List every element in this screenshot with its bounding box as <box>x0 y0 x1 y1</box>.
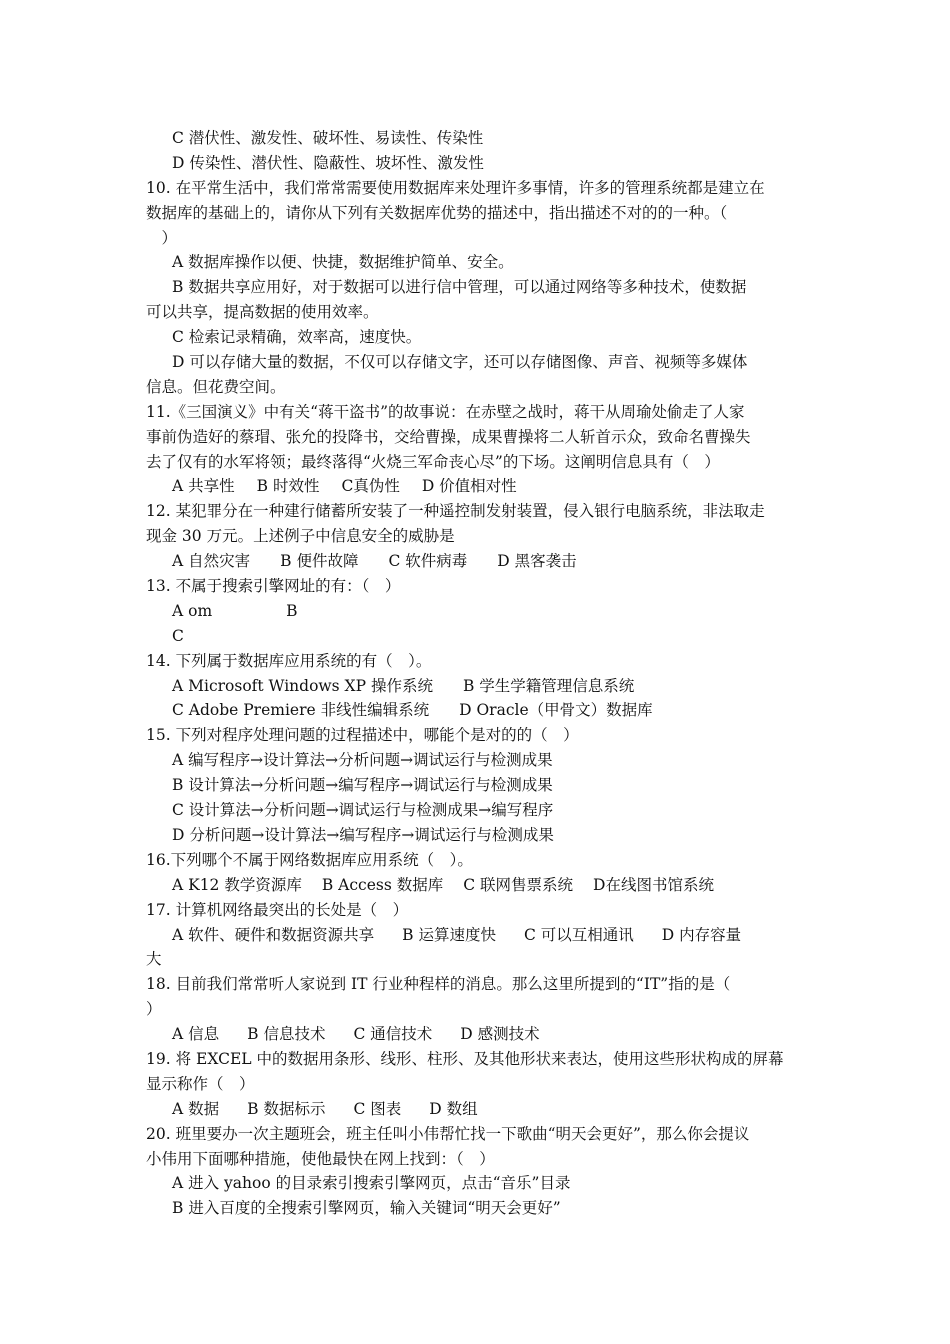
option-row <box>146 549 810 574</box>
option-line: A 编写程序→设计算法→分析问题→调试运行与检测成果 <box>172 751 553 770</box>
question-line: 16.下列哪个不属于网络数据库应用系统（ ）。 <box>146 850 473 869</box>
option-item: D 价值相对性 <box>421 477 517 496</box>
question-line: 20. 班里要办一次主题班会，班主任叫小伟帮忙找一下歌曲“明天会更好”，那么你会提议 <box>146 1124 750 1143</box>
document-page <box>146 126 810 1221</box>
option-item: C 可以互相通讯 <box>523 925 634 944</box>
option-item: C 软件病毒 <box>388 552 468 571</box>
option-item: C Adobe Premiere 非线性编辑系统 <box>172 701 430 720</box>
option-item: B 学生学籍管理信息系统 <box>462 676 635 695</box>
option-row <box>146 923 810 948</box>
option-line: C 检索记录精确，效率高，速度快。 <box>172 328 422 347</box>
option-item: B Access 数据库 <box>321 875 444 894</box>
question-line: 显示称作（ ） <box>146 1074 255 1093</box>
question-line: ） <box>146 1000 162 1019</box>
question-line: 可以共享，提高数据的使用效率。 <box>146 303 379 322</box>
question-line: 18. 目前我们常常听人家说到 IT 行业种程样的消息。那么这里所提到的“IT”指的是（ <box>146 975 731 994</box>
question-line: 大 <box>146 950 162 969</box>
question-line: 去了仅有的水军将领；最终落得“火烧三军命丧心尽”的下场。这阐明信息具有（ ） <box>146 452 720 471</box>
option-item: D 数组 <box>429 1099 478 1118</box>
question-line: 数据库的基础上的，请你从下列有关数据库优势的描述中，指出描述不对的的一种。（ <box>146 203 728 222</box>
option-row <box>146 599 810 624</box>
question-line: 13. 不属于搜索引擎网址的有：（ ） <box>146 577 401 596</box>
option-item: B 运算速度快 <box>402 925 496 944</box>
option-line: A 进入 yahoo 的目录索引搜索引擎网页，点击“音乐”目录 <box>172 1174 571 1193</box>
option-item: D 内存容量 <box>661 925 742 944</box>
question-line: 17. 计算机网络最突出的长处是（ ） <box>146 900 409 919</box>
option-line: D 分析问题→设计算法→编写程序→调试运行与检测成果 <box>172 825 554 844</box>
option-item: A Microsoft Windows XP 操作系统 <box>172 676 433 695</box>
option-item: C 联网售票系统 <box>463 875 574 894</box>
option-line: C 设计算法→分析问题→调试运行与检测成果→编写程序 <box>172 801 554 820</box>
option-item: A 自然灾害 <box>172 552 251 571</box>
question-line: 小伟用下面哪种措施，使他最快在网上找到：（ ） <box>146 1149 495 1168</box>
option-row <box>146 1022 810 1047</box>
question-line: 12. 某犯罪分在一种建行储蓄所安装了一种遥控制发射装置，侵入银行电脑系统，非法取走 <box>146 502 765 521</box>
option-item: A om <box>172 601 213 620</box>
option-item: C真伪性 <box>341 477 400 496</box>
option-item: B 数据标示 <box>247 1099 326 1118</box>
question-line: 11.《三国演义》中有关“蒋干盗书”的故事说：在赤壁之战时，蒋干从周瑜处偷走了人家 <box>146 402 745 421</box>
option-item: D 黑客袭击 <box>497 552 577 571</box>
option-item: C 图表 <box>353 1099 402 1118</box>
option-row <box>146 873 810 898</box>
option-item: B 信息技术 <box>247 1025 326 1044</box>
option-item: A 数据 <box>172 1099 220 1118</box>
option-line: B 进入百度的全搜索引擎网页，输入关键词“明天会更好” <box>172 1199 561 1218</box>
question-line: 14. 下列属于数据库应用系统的有（ ）。 <box>146 651 432 670</box>
question-line: 10. 在平常生活中，我们常常需要使用数据库来处理许多事情，许多的管理系统都是建立在 <box>146 178 765 197</box>
question-line: 信息。但花费空间。 <box>146 377 286 396</box>
option-row <box>146 698 810 723</box>
option-item: A 共享性 <box>172 477 235 496</box>
option-line: C <box>172 626 184 645</box>
option-item: B 时效性 <box>256 477 320 496</box>
question-line: ） <box>146 228 178 247</box>
option-item: C 通信技术 <box>353 1025 433 1044</box>
option-line: D 传染性、潜伏性、隐蔽性、坡坏性、激发性 <box>172 153 484 172</box>
option-item: A K12 教学资源库 <box>172 875 302 894</box>
option-item: A 信息 <box>172 1025 220 1044</box>
option-item: D 感测技术 <box>460 1025 540 1044</box>
option-item: A 软件、硬件和数据资源共享 <box>172 925 375 944</box>
option-item: D在线图书馆系统 <box>593 875 714 894</box>
option-item: B <box>286 601 298 620</box>
option-line: B 数据共享应用好，对于数据可以进行信中管理，可以通过网络等多种技术，使数据 <box>172 278 747 297</box>
option-line: A 数据库操作以便、快捷，数据维护简单、安全。 <box>172 253 514 272</box>
option-row <box>146 474 810 499</box>
option-row <box>146 1097 810 1122</box>
option-item: D Oracle（甲骨文）数据库 <box>459 701 653 720</box>
question-line: 19. 将 EXCEL 中的数据用条形、线形、柱形、及其他形状来表达，使用这些形状构成的屏幕 <box>146 1049 784 1068</box>
option-item: B 便件故障 <box>280 552 359 571</box>
option-row <box>146 674 810 699</box>
option-line: C 潜伏性、激发性、破坏性、易读性、传染性 <box>172 129 484 147</box>
option-line: D 可以存储大量的数据，不仅可以存储文字，还可以存储图像、声音、视频等多媒体 <box>172 353 748 372</box>
option-line: B 设计算法→分析问题→编写程序→调试运行与检测成果 <box>172 776 553 795</box>
question-line: 现金 30 万元。上述例子中信息安全的威胁是 <box>146 527 455 546</box>
question-line: 事前伪造好的蔡瑁、张允的投降书，交给曹操，成果曹操将二人斩首示众，致命名曹操失 <box>146 427 751 446</box>
question-line: 15. 下列对程序处理问题的过程描述中，哪能个是对的的（ ） <box>146 726 579 745</box>
